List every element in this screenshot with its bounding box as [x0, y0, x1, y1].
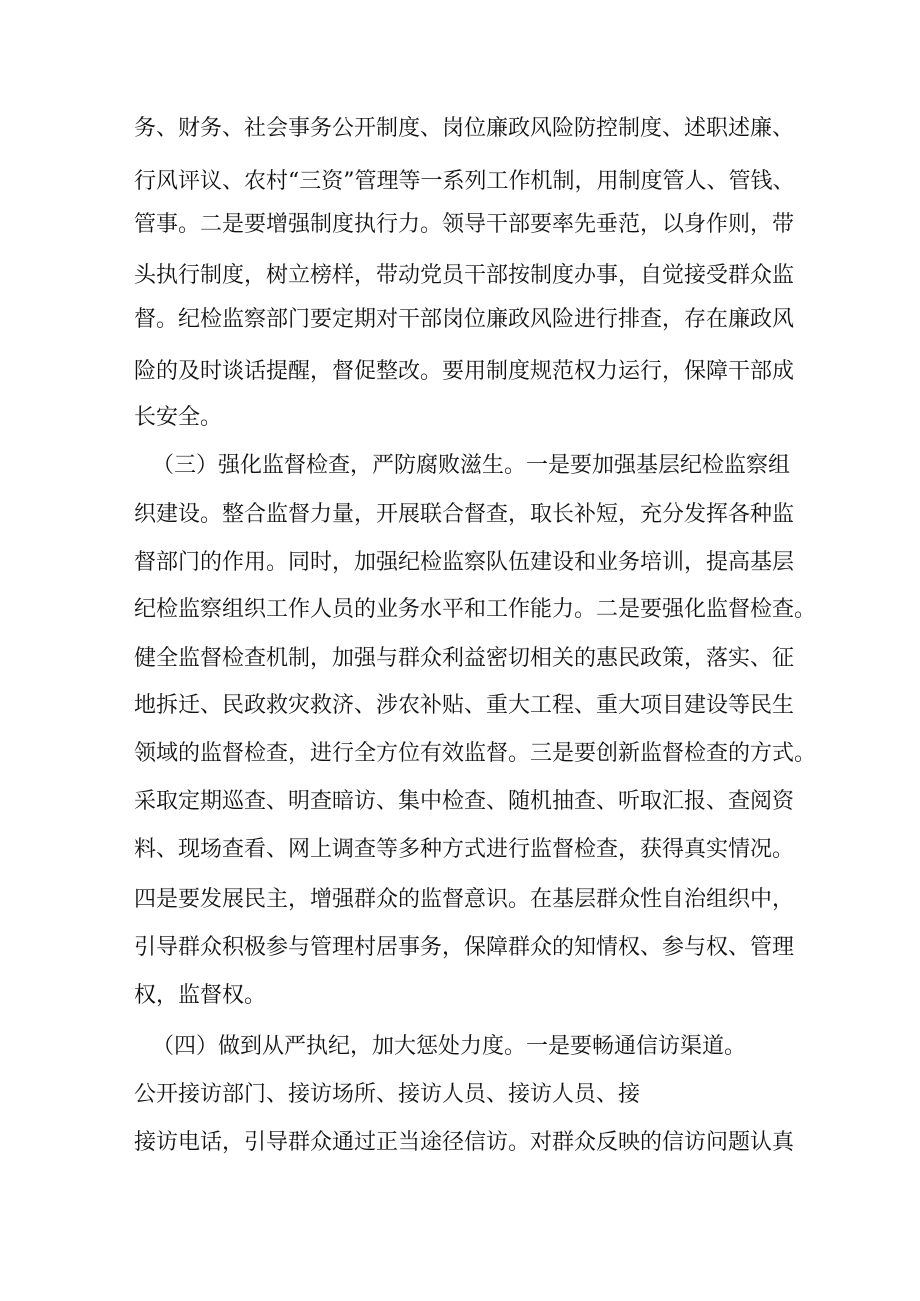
text-line: 地拆迁、民政救灾救济、涉农补贴、重大工程、重大项目建设等民生 — [134, 693, 795, 718]
paragraph-heading-3: （三）强化监督检查，严防腐败滋生。一是要加强基层纪检监察组 — [152, 453, 791, 478]
text-line: 健全监督检查机制，加强与群众利益密切相关的惠民政策，落实、征 — [134, 646, 795, 671]
text-line: 险的及时谈话提醒，督促整改。要用制度规范权力运行，保障干部成 — [134, 359, 795, 384]
text-line: 公开接访部门、接访场所、接访人员、接访人员、接 — [134, 1082, 641, 1107]
text-line: 采取定期巡查、明查暗访、集中检查、随机抽查、听取汇报、查阅资 — [134, 789, 795, 814]
text-line: 引导群众积极参与管理村居事务，保障群众的知情权、参与权、管理 — [134, 935, 795, 960]
text-line: 行风评议、农村“三资”管理等一系列工作机制，用制度管人、管钱、 — [134, 169, 795, 194]
text-line: 管事。二是要增强制度执行力。领导干部要率先垂范，以身作则，带 — [134, 212, 795, 237]
text-line: 料、现场查看、网上调查等多种方式进行监督检查，获得真实情况。 — [134, 837, 795, 862]
text-line: 四是要发展民主，增强群众的监督意识。在基层群众性自治组织中， — [134, 887, 795, 912]
text-line: 领域的监督检查，进行全方位有效监督。三是要创新监督检查的方式。 — [134, 741, 817, 766]
text-line: 督部门的作用。同时，加强纪检监察队伍建设和业务培训，提高基层 — [134, 550, 795, 575]
text-line: 接访电话，引导群众通过正当途径信访。对群众反映的信访问题认真 — [134, 1130, 795, 1155]
text-line: 长安全。 — [134, 405, 223, 430]
text-line: 权，监督权。 — [134, 983, 267, 1008]
text-line: 督。纪检监察部门要定期对干部岗位廉政风险进行排查，存在廉政风 — [134, 307, 795, 332]
text-line: 纪检监察组织工作人员的业务水平和工作能力。二是要强化监督检查。 — [134, 597, 817, 622]
text-line: 头执行制度，树立榜样，带动党员干部按制度办事，自觉接受群众监 — [134, 263, 795, 288]
text-line: 务、财务、社会事务公开制度、岗位廉政风险防控制度、述职述廉、 — [134, 116, 795, 141]
paragraph-heading-4: （四）做到从严执纪，加大惩处力度。一是要畅通信访渠道。 — [152, 1034, 747, 1059]
text-line: 织建设。整合监督力量，开展联合督查，取长补短，充分发挥各种监 — [134, 502, 795, 527]
